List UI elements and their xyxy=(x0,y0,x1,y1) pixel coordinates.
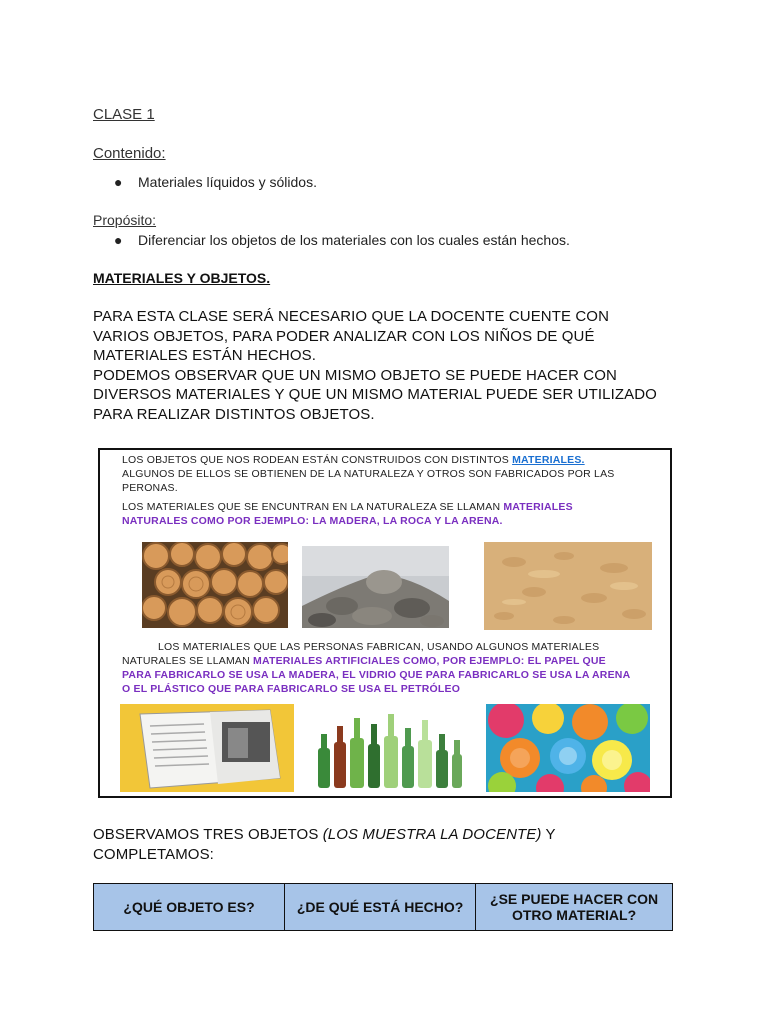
materials-figure xyxy=(98,448,672,798)
table-header-cell: ¿SE PUEDE HACER CON OTRO MATERIAL? xyxy=(476,884,673,931)
magazine-graphic xyxy=(120,704,294,792)
table-header-row xyxy=(94,884,673,931)
proposito-item xyxy=(114,232,570,248)
observe-line-2: COMPLETAMOS: xyxy=(93,845,214,863)
figure-caption-3: PERONAS. xyxy=(122,482,178,494)
table-header-cell: ¿QUÉ OBJETO ES? xyxy=(94,884,285,931)
bottles-graphic xyxy=(308,708,468,792)
observe-line-1 xyxy=(93,825,556,845)
proposito-label: Propósito: xyxy=(93,212,157,228)
table-header-cell: ¿DE QUÉ ESTÁ HECHO? xyxy=(285,884,476,931)
wood-image xyxy=(142,542,288,628)
observe-text xyxy=(93,825,556,864)
caption-highlight: MATERIALES xyxy=(503,501,573,513)
artificial-caption-3: PARA FABRICARLO SE USA LA MADERA, EL VIDRIO QUE PARA FABRICARLO SE USA LA ARENA xyxy=(122,669,631,681)
caption-text: LOS MATERIALES QUE SE ENCUNTRAN EN LA NATURALEZA SE LLAMAN xyxy=(122,501,504,513)
artificial-caption-4: O EL PLÁSTICO QUE PARA FABRICARLO SE USA EL PETRÓLEO xyxy=(122,683,461,695)
caption-link: MATERIALES. xyxy=(512,454,585,466)
artificial-caption-1: LOS MATERIALES QUE LAS PERSONAS FABRICAN, USANDO ALGUNOS MATERIALES xyxy=(158,641,600,653)
wood-logs-graphic xyxy=(142,542,288,628)
observe-text-a: OBSERVAMOS TRES OBJETOS xyxy=(93,826,323,843)
objects-table xyxy=(93,883,673,931)
intro-paragraph xyxy=(93,307,713,424)
contenido-item-text: Materiales líquidos y sólidos. xyxy=(138,174,317,190)
sand-image xyxy=(484,542,652,630)
paragraph-line: DIVERSOS MATERIALES Y QUE UN MISMO MATERIAL PUEDE SER UTILIZADO xyxy=(93,386,657,403)
natural-caption-2: NATURALES COMO POR EJEMPLO: LA MADERA, LA ROCA Y LA ARENA. xyxy=(122,515,503,527)
paragraph-line: VARIOS OBJETOS, PARA PODER ANALIZAR CON LOS NIÑOS DE QUÉ xyxy=(93,327,595,345)
caption-text: LOS OBJETOS QUE NOS RODEAN ESTÁN CONSTRUIDOS CON DISTINTOS xyxy=(122,454,513,466)
paper-image xyxy=(120,704,294,792)
paragraph-line: PARA ESTA CLASE SERÁ NECESARIO QUE LA DOCENTE CUENTE CON xyxy=(93,308,610,325)
rocks-graphic xyxy=(302,546,449,628)
class-title: CLASE 1 xyxy=(93,106,155,123)
rock-image xyxy=(302,546,449,628)
contenido-item xyxy=(114,174,317,190)
caption-text: NATURALES SE LLAMAN xyxy=(122,655,254,667)
bullet-icon: ● xyxy=(114,174,123,190)
plastic-cups-graphic xyxy=(486,704,650,792)
proposito-item-text: Diferenciar los objetos de los materiales con los cuales están hechos. xyxy=(138,232,570,248)
figure-caption-2: ALGUNOS DE ELLOS SE OBTIENEN DE LA NATURALEZA Y OTROS SON FABRICADOS POR LAS xyxy=(122,468,615,480)
paragraph-line: PODEMOS OBSERVAR QUE UN MISMO OBJETO SE PUEDE HACER CON xyxy=(93,366,617,384)
caption-highlight: MATERIALES ARTIFICIALES COMO, POR EJEMPLO: EL PAPEL QUE xyxy=(253,655,606,667)
section-title: MATERIALES Y OBJETOS. xyxy=(93,270,271,286)
plastic-image xyxy=(486,704,650,792)
observe-text-c: Y xyxy=(541,826,556,843)
observe-text-italic: (LOS MUESTRA LA DOCENTE) xyxy=(322,826,542,843)
bullet-icon: ● xyxy=(114,232,123,248)
paragraph-line: PARA REALIZAR DISTINTOS OBJETOS. xyxy=(93,405,375,423)
contenido-label: Contenido: xyxy=(93,145,166,162)
sand-graphic xyxy=(484,542,652,630)
glass-image xyxy=(308,708,468,792)
paragraph-line: MATERIALES ESTÁN HECHOS. xyxy=(93,347,316,364)
